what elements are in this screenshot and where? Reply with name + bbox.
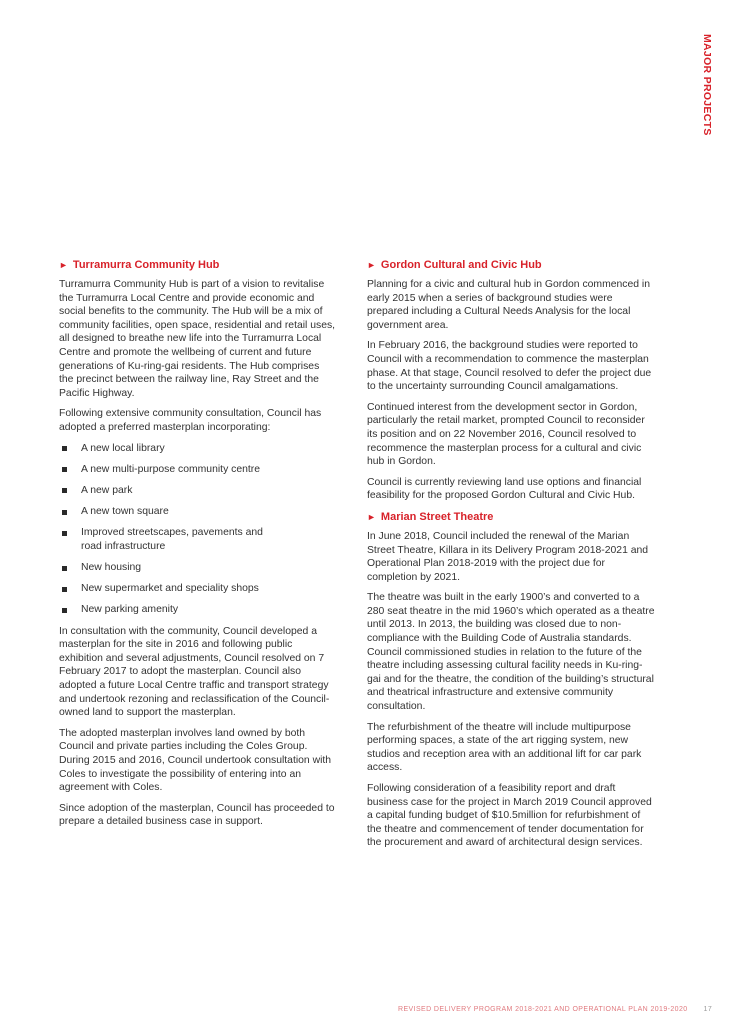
bullet-square-icon bbox=[62, 510, 67, 515]
footer-title: REVISED DELIVERY PROGRAM 2018-2021 AND OPERATIONAL PLAN 2019-2020 bbox=[398, 1006, 688, 1013]
paragraph: Continued interest from the development sector in Gordon, particularly the retail market, prompted Council to reconsider its position and on 22 November 2016, Council resolved to recommence the masterplan process for a cultural and civic hub in Gordon. bbox=[367, 401, 645, 468]
triangle-arrow-icon: ► bbox=[59, 260, 68, 270]
bullet-square-icon bbox=[62, 467, 67, 472]
list-item: New supermarket and speciality shops bbox=[59, 582, 336, 596]
list-item: A new town square bbox=[59, 505, 336, 519]
paragraph: Council is currently reviewing land use options and financial feasibility for the proposed Gordon Cultural and Civic Hub. bbox=[367, 476, 642, 502]
heading-text: Marian Street Theatre bbox=[380, 510, 494, 523]
triangle-arrow-icon: ► bbox=[367, 260, 376, 270]
section-heading-marian-street bbox=[367, 510, 656, 524]
bullet-square-icon bbox=[62, 587, 67, 592]
bullet-square-icon bbox=[62, 566, 67, 571]
bullet-square-icon bbox=[62, 446, 67, 451]
list-item: A new multi-purpose community centre bbox=[59, 463, 336, 477]
section-heading-gordon bbox=[367, 258, 656, 272]
paragraph: Turramurra Community Hub is part of a vision to revitalise the Turramurra Local Centre and provide economic and social benefits to the community. The Hub will be a mix of community facilities, open space, residential and retail uses, all designed to breathe new life into the Turramurra Local Centre and promote the wellbeing of current and future generations of Ku-ring-gai residents. The Hub comprises the precinct between the railway line, Ray Street and the Pacific Highway. bbox=[59, 279, 336, 399]
paragraph: In June 2018, Council included the renewal of the Marian Street Theatre, Killara in its Delivery Program 2018-2021 and Operational Plan 2018-2019 with the project due for completion by 2021. bbox=[367, 530, 649, 583]
bullet-square-icon bbox=[62, 531, 67, 536]
bullet-square-icon bbox=[62, 608, 67, 613]
page-number: 17 bbox=[703, 1006, 713, 1013]
triangle-arrow-icon: ► bbox=[367, 511, 376, 522]
bullet-square-icon bbox=[62, 488, 67, 493]
paragraph: Following consideration of a feasibility report and draft business case for the project in March 2019 Council approved a capital funding budget of $10.5million for refurbishment of the theatre and commencement of tender documentation for the procurement and award of architectural design services. bbox=[367, 783, 652, 849]
paragraph: Since adoption of the masterplan, Council has proceeded to prepare a detailed business case in support. bbox=[59, 802, 335, 828]
heading-text: Gordon Cultural and Civic Hub bbox=[380, 259, 542, 271]
paragraph: In consultation with the community, Council developed a masterplan for the site in 2016 and following public exhibition and several adjustments, Council resolved on 7 February 2017 to adopt the masterplan. Council also adopted a future Local Centre traffic and transport strategy and undertook rezoning and reclassification of the Council-owned land to support the masterplan. bbox=[59, 625, 330, 719]
paragraph: In February 2016, the background studies were reported to Council with a recommendation to commence the masterplan phase. At that stage, Council resolved to defer the project due to the uncertainty surrounding Council amalgamations. bbox=[367, 340, 652, 393]
paragraph: The theatre was built in the early 1900’s and converted to a 280 seat theatre in the mid 1960’s which operated as a theatre until 2013. In 2013, the building was closed due to non-compliance with the Building Code of Australia standards. Council commissioned studies in relation to the future of the theatre including assessing cultural facility needs in Ku-ring-gai and for the theatre, the condition of the building’s structural and theatrical infrastructure and extensive community consultation. bbox=[367, 592, 655, 713]
right-column bbox=[367, 258, 656, 857]
heading-text: Turramurra Community Hub bbox=[72, 259, 220, 271]
paragraph: The refurbishment of the theatre will include multipurpose performing spaces, a state of the art rigging system, new studios and reception area with an additional lift for car park access. bbox=[367, 721, 642, 774]
list-item: A new park bbox=[59, 484, 336, 498]
list-item: A new local library bbox=[59, 442, 336, 456]
paragraph: Planning for a civic and cultural hub in Gordon commenced in early 2015 when a series of background studies were prepared including a Cultural Needs Analysis for the local government area. bbox=[367, 279, 651, 331]
list-item: Improved streetscapes, pavements and road infrastructure bbox=[59, 526, 336, 553]
left-column bbox=[59, 258, 336, 836]
paragraph: Following extensive community consultation, Council has adopted a preferred masterplan incorporating: bbox=[59, 408, 322, 433]
paragraph: The adopted masterplan involves land owned by both Council and private parties including the Coles Group. During 2015 and 2016, Council undertook consultation with Coles to investigate the possibility of entering into an agreement with Coles. bbox=[59, 727, 332, 794]
list-item: New housing bbox=[59, 561, 336, 575]
page-footer bbox=[398, 1006, 712, 1013]
masterplan-list bbox=[59, 442, 336, 618]
section-heading-turramurra bbox=[59, 258, 336, 272]
section-tab-label: MAJOR PROJECTS bbox=[701, 34, 713, 136]
list-item: New parking amenity bbox=[59, 603, 336, 617]
